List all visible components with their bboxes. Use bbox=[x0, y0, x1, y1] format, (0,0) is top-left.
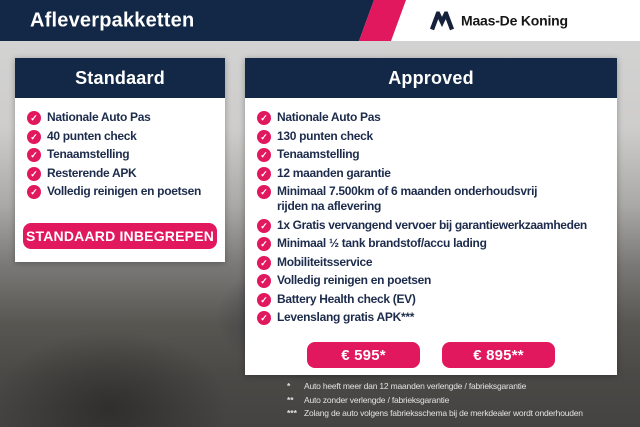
list-item-label: Minimaal 7.500km of 6 maanden onderhoudsvrij rijden na aflevering bbox=[277, 184, 538, 213]
standaard-card bbox=[15, 58, 225, 262]
list-item bbox=[27, 184, 217, 199]
price-595-button[interactable]: € 595* bbox=[307, 342, 420, 368]
list-item-label: Nationale Auto Pas bbox=[277, 110, 381, 124]
list-item-label: Nationale Auto Pas bbox=[47, 110, 151, 124]
approved-card-header bbox=[245, 58, 617, 98]
price-button-row bbox=[245, 342, 617, 368]
check-circle-icon: ✓ bbox=[257, 111, 271, 125]
check-circle-icon: ✓ bbox=[27, 185, 41, 199]
check-circle-icon: ✓ bbox=[257, 148, 271, 162]
check-circle-icon: ✓ bbox=[257, 237, 271, 251]
list-item bbox=[257, 218, 609, 233]
list-item-label: 40 punten check bbox=[47, 128, 137, 143]
footnote-text: Auto zonder verlengde / fabrieksgarantie bbox=[304, 394, 450, 405]
list-item bbox=[257, 129, 609, 144]
check-circle-icon: ✓ bbox=[257, 185, 271, 199]
list-item bbox=[257, 255, 609, 270]
list-item-label: 1x Gratis vervangend vervoer bij garantiewerkzaamheden bbox=[277, 217, 587, 232]
list-item bbox=[257, 310, 609, 325]
footnote-row bbox=[287, 395, 583, 406]
check-circle-icon: ✓ bbox=[257, 256, 271, 270]
check-circle-icon: ✓ bbox=[257, 219, 271, 233]
approved-card-title: Approved bbox=[388, 67, 474, 88]
footnote-marker: * bbox=[287, 381, 291, 391]
list-item-label: Tenaamstelling bbox=[47, 147, 130, 161]
list-item-label: Volledig reinigen en poetsen bbox=[47, 184, 202, 198]
list-item bbox=[257, 236, 609, 251]
check-circle-icon: ✓ bbox=[257, 130, 271, 144]
brand-name: Maas-De Koning bbox=[461, 12, 568, 29]
list-item-label: 130 punten check bbox=[277, 128, 373, 143]
check-circle-icon: ✓ bbox=[27, 111, 41, 125]
footnote-row bbox=[287, 408, 583, 419]
list-item bbox=[257, 292, 609, 307]
check-circle-icon: ✓ bbox=[27, 148, 41, 162]
check-circle-icon: ✓ bbox=[257, 293, 271, 307]
list-item-label: Levenslang gratis APK*** bbox=[277, 310, 415, 324]
check-circle-icon: ✓ bbox=[27, 130, 41, 144]
check-circle-icon: ✓ bbox=[257, 311, 271, 325]
check-circle-icon: ✓ bbox=[257, 167, 271, 181]
price-895-button[interactable]: € 895** bbox=[442, 342, 555, 368]
list-item-label: Tenaamstelling bbox=[277, 147, 360, 161]
list-item-label: Battery Health check (EV) bbox=[277, 291, 416, 306]
brand-logo bbox=[430, 11, 568, 30]
approved-feature-list bbox=[245, 98, 617, 325]
header-bar bbox=[0, 0, 640, 41]
maas-de-koning-m-logo-icon bbox=[430, 11, 454, 30]
list-item bbox=[27, 166, 217, 181]
standaard-card-header bbox=[15, 58, 225, 98]
list-item-label: Resterende APK bbox=[47, 165, 137, 180]
list-item-label: Mobiliteitsservice bbox=[277, 254, 373, 269]
page-title: Afleverpakketten bbox=[30, 9, 195, 31]
footnote-text: Zolang de auto volgens fabrieksschema bij de merkdealer wordt onderhouden bbox=[304, 408, 583, 418]
footnote-marker: ** bbox=[287, 394, 294, 405]
standaard-feature-list bbox=[15, 98, 225, 199]
footnote-row bbox=[287, 381, 583, 392]
check-circle-icon: ✓ bbox=[27, 167, 41, 181]
list-item-label: Volledig reinigen en poetsen bbox=[277, 273, 432, 287]
standaard-included-button[interactable]: STANDAARD INBEGREPEN bbox=[23, 223, 217, 249]
footnote-marker: *** bbox=[287, 408, 297, 418]
check-circle-icon: ✓ bbox=[257, 274, 271, 288]
list-item bbox=[257, 166, 609, 181]
footnotes bbox=[287, 381, 583, 422]
list-item-label: 12 maanden garantie bbox=[277, 165, 391, 180]
list-item bbox=[257, 147, 609, 162]
list-item bbox=[257, 273, 609, 288]
footnote-text: Auto heeft meer dan 12 maanden verlengde / fabrieksgarantie bbox=[304, 381, 527, 391]
list-item bbox=[27, 129, 217, 144]
list-item-label: Minimaal ½ tank brandstof/accu lading bbox=[277, 236, 487, 250]
approved-card bbox=[245, 58, 617, 375]
list-item bbox=[27, 147, 217, 162]
list-item bbox=[257, 184, 609, 214]
standaard-card-title: Standaard bbox=[75, 67, 165, 88]
list-item bbox=[257, 110, 609, 125]
list-item bbox=[27, 110, 217, 125]
